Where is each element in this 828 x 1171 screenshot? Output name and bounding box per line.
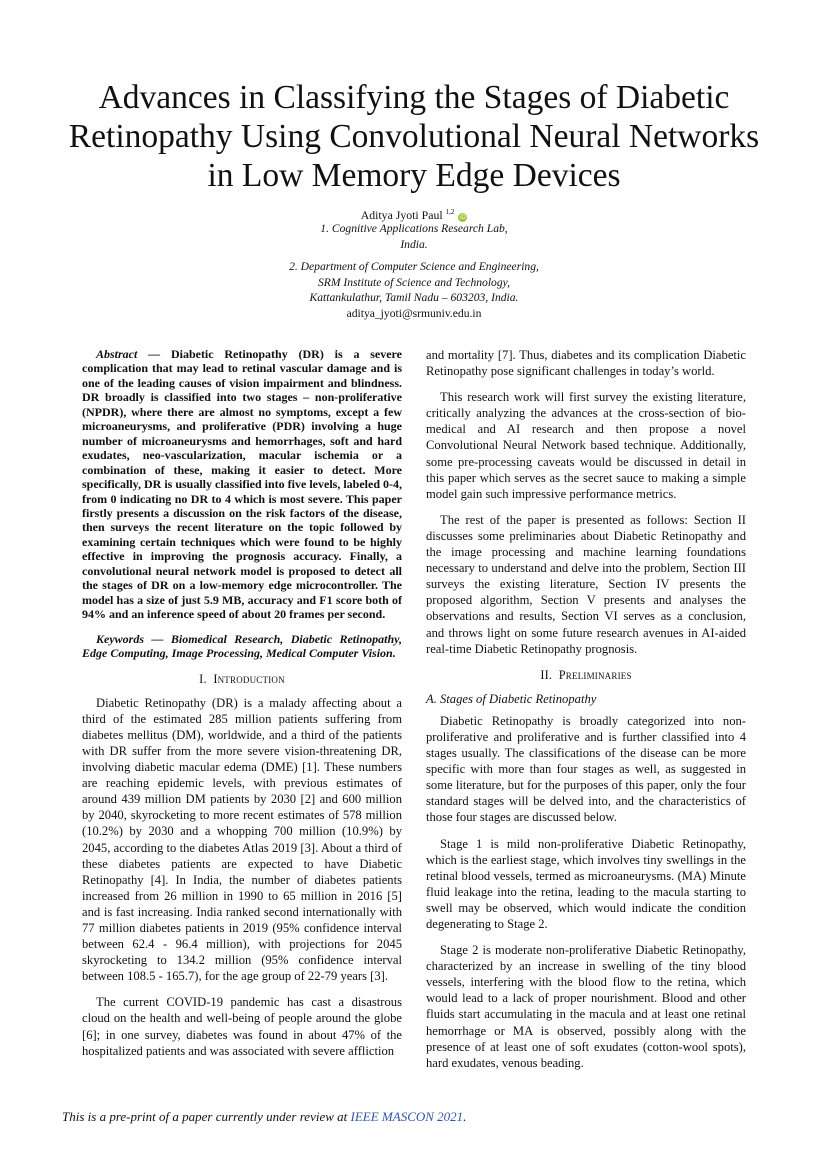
affiliation-1-line-2: India. xyxy=(400,237,428,251)
section-1-number: I. xyxy=(199,671,207,686)
author-superscript: 1,2 xyxy=(445,208,455,216)
affiliation-2-line-3: Kattankulathur, Tamil Nadu – 603203, India. xyxy=(309,291,519,305)
prelim-paragraph-2: Stage 1 is mild non-proliferative Diabetic Retinopathy, which is the earliest stage, which involves tiny swellings in the retinal blood vessels, termed as microaneurysms. (MA) Minute fluid leakage into the retina, leading to the macula starting to swell may be observed, which would indicate the condition degenerating to Stage 2. xyxy=(426,836,746,931)
intro-paragraph-1: Diabetic Retinopathy (DR) is a malady affecting about a third of the estimated 285 million patients suffering from diabetes mellitus (DM), worldwide, and a third of the patients with DR suffer from the more severe vision-threatening DR, involving diabetic macular edema (DME) [1]. These numbers are reaching epidemic levels, with previous estimates of around 439 million DM patients by 2030 [2] and 600 million by 2040, skyrocketing to more recent estimates of 578 million (10.2%) by 2030 and a whopping 700 million (10.9%) by 2045, according to the diabetes Atlas 2019 [3]. About a third of these diabetes patients are expected to have Diabetic Retinopathy [4]. In India, the number of diabetes patients increased from 26 million in 1990 to 65 million in 2016 [5] and is fast increasing. India ranked second internationally with 77 million diabetes patients in 2019 (95% confidence interval between 62.4 - 96.4 million), with projections for 2045 skyrocketing to 134.2 million (95% confidence interval between 108.5 - 165.7), for the age group of 22-79 years [3]. xyxy=(82,695,402,984)
title-line-3: in Low Memory Edge Devices xyxy=(207,157,621,194)
footer-prefix: This is a pre-print of a paper currently under review at xyxy=(62,1109,348,1124)
affiliation-1-line-1: 1. Cognitive Applications Research Lab, xyxy=(320,222,508,235)
orcid-icon[interactable]: iD xyxy=(459,214,466,221)
section-2-number: II. xyxy=(540,667,553,682)
affiliation-2-line-2: SRM Institute of Science and Technology, xyxy=(317,275,511,289)
footer-venue-link[interactable]: IEEE MASCON 2021 xyxy=(350,1109,464,1124)
affiliation-2 xyxy=(160,259,668,321)
section-1-heading xyxy=(82,671,402,687)
section-2-heading xyxy=(426,667,746,683)
keywords-text: Biomedical Research, Diabetic Retinopathy, Edge Computing, Image Processing, Medical Computer Vision. xyxy=(82,631,403,661)
title-line-1: Advances in Classifying the Stages of Diabetic xyxy=(98,79,730,116)
keywords xyxy=(82,632,402,661)
intro-paragraph-2-continued: and mortality [7]. Thus, diabetes and its complication Diabetic Retinopathy pose significant challenges in today’s world. xyxy=(426,348,746,379)
subsection-a-heading: A. Stages of Diabetic Retinopathy xyxy=(426,691,597,706)
left-column xyxy=(82,347,402,1059)
author-name: Aditya Jyoti Paul xyxy=(360,208,443,222)
section-2-title: Preliminaries xyxy=(558,667,632,682)
abstract-text: Diabetic Retinopathy (DR) is a severe complication that may lead to retinal vascular damage and is one of the leading causes of vision impairment and blindness. DR broadly is classified into two stages – non-proliferative (NPDR), where there are almost no symptoms, except a few microaneurysms, and proliferative (PDR) involving a huge number of microaneurysms and hemorrhages, soft and hard exudates, neo-vascularization, macular ischemia or a combination of these, making it easier to detect. More specifically, DR is usually classified into five levels, labeled 0-4, from 0 indicating no DR to 4 which is most severe. This paper firstly presents a discussion on the risk factors of the disease, then surveys the recent literature on the topic followed by examining certain techniques which were found to be highly effective in improving the prognosis accuracy. Finally, a convolutional neural network model is proposed to detect all the stages of DR on a low-memory edge microcontroller. The model has a size of just 5.9 MB, accuracy and F1 score both of 94% and an inference speed of about 20 frames per second. xyxy=(82,347,402,622)
prelim-paragraph-1: Diabetic Retinopathy is broadly categorized into non-proliferative and proliferative and is further classified into 4 stages usually. The classifications of the disease can be more specific with more than four stages as well, as suggested in some literature, but for the purposes of this paper, only the four standard stages will be delved into, and the characteristics of those four stages are discussed below. xyxy=(426,713,746,825)
abstract-label: Abstract — xyxy=(96,347,161,361)
intro-paragraph-4: The rest of the paper is presented as follows: Section II discusses some preliminaries about Diabetic Retinopathy and the image processing and machine learning foundations necessary to understand and delve into the problem, Section III surveys the existing literature, Section IV presents the proposed algorithm, Section V presents and analyses the observations and results, Section VI serves as a conclusion, and throws light on some future research avenues in AI-aided real-time Diabetic Retinopathy prognosis. xyxy=(426,512,746,656)
affiliation-1 xyxy=(160,221,668,252)
right-column xyxy=(426,347,746,1081)
title-line-2: Retinopathy Using Convolutional Neural Networks xyxy=(68,118,760,155)
preprint-footer xyxy=(62,1109,466,1125)
section-1-title: Introduction xyxy=(213,671,285,686)
author-email[interactable]: aditya_jyoti@srmuniv.edu.in xyxy=(346,306,482,320)
intro-paragraph-2: The current COVID-19 pandemic has cast a disastrous cloud on the health and well-being of people around the globe [6]; in one survey, diabetes was found in about 47% of the hospitalized patients and was associated with severe affliction xyxy=(82,995,402,1058)
abstract xyxy=(82,347,402,622)
keywords-label: Keywords — xyxy=(96,631,164,646)
footer-suffix: . xyxy=(463,1109,467,1124)
paper-title xyxy=(40,78,788,195)
prelim-paragraph-3: Stage 2 is moderate non-proliferative Diabetic Retinopathy, characterized by an increase in swelling of the tiny blood vessels, interfering with the blood flow to the retina, which would lead to a lack of proper nourishment. Blood and other fluids start accumulating in the macula and at least one retinal hemorrhage or MA is observed, possibly along with the presence of at least one of soft exudates (cotton-wool spots), hard exudates, venous beading. xyxy=(426,943,746,1070)
intro-paragraph-3: This research work will first survey the existing literature, critically analyzing the advances at the cross-section of bio-medical and AI research and then propose a novel Convolutional Neural Network based technique. Additionally, some pre-processing caveats would be discussed in detail in this paper which serves as the secret sauce to making a simple model gain such impressive performance metrics. xyxy=(426,390,746,501)
affiliation-2-line-1: 2. Department of Computer Science and Engineering, xyxy=(289,260,539,273)
